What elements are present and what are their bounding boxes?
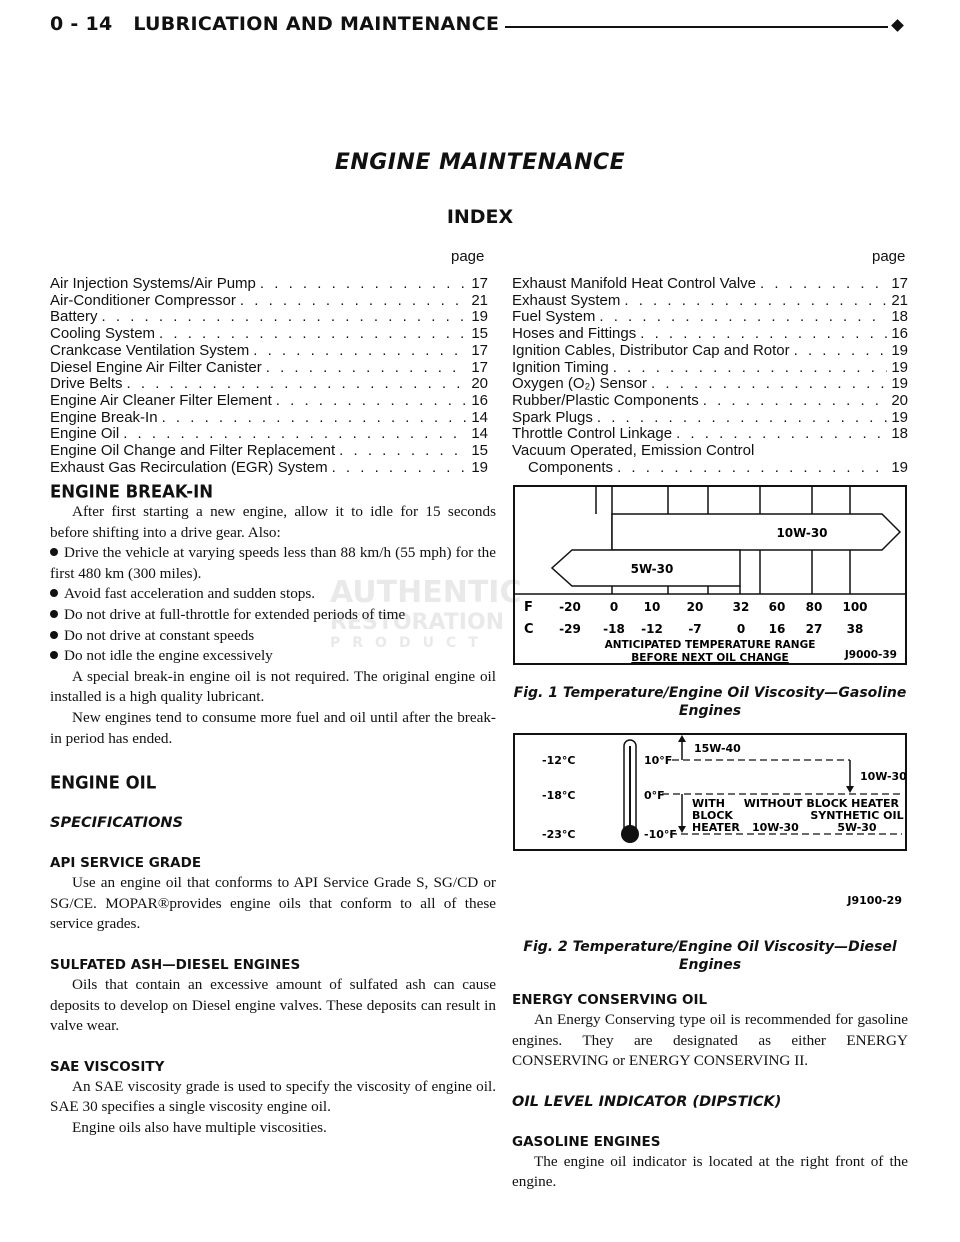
index-left-column xyxy=(50,276,488,476)
diamond-icon xyxy=(891,19,904,32)
figure-2-diesel-viscosity-chart xyxy=(512,732,908,922)
f-value: 60 xyxy=(768,600,786,614)
index-entry[interactable]: Ignition Timing . . . 19 xyxy=(512,360,908,377)
c-value: 27 xyxy=(805,622,823,636)
with-oil-label: 10W-30 xyxy=(752,821,799,834)
paragraph: An Energy Conserving type oil is recommended for gasoline engines. They are designated as either ENERGY CONSERVING or ENERGY CONSERVING II. xyxy=(512,1011,908,1070)
c-value: 16 xyxy=(768,622,786,636)
index-entry[interactable]: Oxygen (O₂) Sensor . . . 19 xyxy=(512,376,908,393)
c-values xyxy=(559,622,863,636)
index-entry[interactable]: Exhaust System . . . 21 xyxy=(512,293,908,310)
figure-2-diagram xyxy=(512,732,908,922)
index-entry[interactable]: Vacuum Operated, Emission Control xyxy=(512,443,755,460)
band-10w30 xyxy=(612,514,900,550)
f-value: 0 xyxy=(609,600,619,614)
bullet-icon xyxy=(50,631,58,639)
bullet-icon xyxy=(50,610,58,618)
index-entry[interactable]: Crankcase Ventilation System . . . 17 xyxy=(50,343,488,360)
page-column-label-right: page xyxy=(872,248,906,265)
index-entry[interactable]: Exhaust Manifold Heat Control Valve . . . 17 xyxy=(512,276,908,293)
paragraph: Engine oils also have multiple viscosities. xyxy=(72,1118,327,1136)
index-entry[interactable]: Cooling System . . . 15 xyxy=(50,326,488,343)
index-entry[interactable]: Air-Conditioner Compressor . . . 21 xyxy=(50,293,488,310)
f-value: 100 xyxy=(842,600,868,614)
paragraph: An SAE viscosity grade is used to specify the viscosity of engine oil. SAE 30 specifies a single viscosity engine oil. xyxy=(50,1077,496,1116)
subsection-heading-dipstick: OIL LEVEL INDICATOR (DIPSTICK) xyxy=(512,1093,782,1110)
f-values xyxy=(559,600,867,614)
c-value: 0 xyxy=(736,622,746,636)
bullet-icon xyxy=(50,589,58,597)
range-label-line1: ANTICIPATED TEMPERATURE RANGE xyxy=(604,639,816,651)
index-entry[interactable]: Drive Belts . . . 20 xyxy=(50,376,488,393)
header-text: 0 - 14 LUBRICATION AND MAINTENANCE xyxy=(50,13,505,35)
index-entry[interactable]: Diesel Engine Air Filter Canister . . . 17 xyxy=(50,360,488,377)
with-label-line2: BLOCK xyxy=(692,809,733,822)
arrow-up-icon xyxy=(678,735,686,742)
index-entry[interactable]: Air Injection Systems/Air Pump . . . 17 xyxy=(50,276,488,293)
f-value: 10 xyxy=(643,600,661,614)
f-label: 10°F xyxy=(644,754,673,767)
watermark-logo: AUTHENTIC RESTORATION PRODUCT xyxy=(330,575,522,651)
c-label: -23°C xyxy=(542,828,576,841)
figure-2-caption: Fig. 2 Temperature/Engine Oil Viscosity—Diesel Engines xyxy=(523,939,897,973)
c-value: -29 xyxy=(559,622,581,636)
f-label: -10°F xyxy=(644,828,677,841)
section-heading-engine-oil: ENGINE OIL xyxy=(50,772,157,794)
f-value: 20 xyxy=(686,600,704,614)
section-heading-break-in: ENGINE BREAK-IN xyxy=(50,481,214,502)
c-value: 38 xyxy=(846,622,864,636)
index-right-column xyxy=(512,276,908,476)
index-entry[interactable]: Exhaust Gas Recirculation (EGR) System . . . 19 xyxy=(50,460,488,477)
row-f-label: F xyxy=(524,600,533,615)
paragraph: The engine oil indicator is located at the right front of the engine. xyxy=(512,1152,908,1191)
with-label-line1: WITH xyxy=(692,797,725,810)
index-title: INDEX xyxy=(446,206,514,228)
paragraph: A special break-in engine oil is not required. The original engine oil installed is a high quality lubricant. xyxy=(50,667,496,706)
thermometer-bulb-icon xyxy=(621,825,639,843)
figure-1-caption: Fig. 1 Temperature/Engine Oil Viscosity—Gasoline Engines xyxy=(513,685,907,719)
without-label-line2: SYNTHETIC OIL xyxy=(810,809,904,822)
c-label: -18°C xyxy=(542,789,576,802)
range-label-line2: BEFORE NEXT OIL CHANGE xyxy=(631,652,789,664)
bullet-item: Do not drive at constant speeds xyxy=(50,626,496,647)
figure-1-diagram xyxy=(512,484,908,669)
label-5w30: 5W-30 xyxy=(630,562,674,576)
paragraph: After first starting a new engine, allow it to idle for 15 seconds before shifting into a drive gear. Also: xyxy=(50,503,496,541)
bullet-icon xyxy=(50,548,58,556)
f-value: 32 xyxy=(732,600,750,614)
subsection-heading-specifications: SPECIFICATIONS xyxy=(50,815,183,832)
heading-gasoline-engines: GASOLINE ENGINES xyxy=(512,1133,661,1150)
without-label-line1: WITHOUT BLOCK HEATER xyxy=(743,797,899,810)
index-entry[interactable]: Components . . . 19 xyxy=(512,460,908,477)
bullet-icon xyxy=(50,651,58,659)
index-entry[interactable]: Rubber/Plastic Components . . . 20 xyxy=(512,393,908,410)
index-entry[interactable]: Throttle Control Linkage . . . 18 xyxy=(512,426,908,443)
bullet-item: Do not idle the engine excessively xyxy=(50,646,496,667)
heading-energy-conserving-oil: ENERGY CONSERVING OIL xyxy=(512,992,708,1008)
row-c-label: C xyxy=(524,622,534,637)
c-value: -12 xyxy=(641,622,663,636)
figure-1-gasoline-viscosity-chart xyxy=(512,484,908,669)
index-entry[interactable]: Engine Air Cleaner Filter Element . . . 16 xyxy=(50,393,488,410)
index-entry[interactable]: Engine Break-In . . . 14 xyxy=(50,410,488,427)
label-10w30: 10W-30 xyxy=(776,526,828,540)
figure-1-code: J9000-39 xyxy=(844,649,897,661)
label-10w30: 10W-30 xyxy=(860,770,907,783)
index-entry[interactable]: Engine Oil Change and Filter Replacement . . . 15 xyxy=(50,443,488,460)
page-title: ENGINE MAINTENANCE xyxy=(334,150,626,175)
heading-sulfated-ash: SULFATED ASH—DIESEL ENGINES xyxy=(50,956,301,973)
page-column-label-left: page xyxy=(451,248,485,265)
index-entry[interactable]: Ignition Cables, Distributor Cap and Rotor . . . 19 xyxy=(512,343,908,360)
index-entry[interactable]: Spark Plugs . . . 19 xyxy=(512,410,908,427)
index-entry[interactable]: Hoses and Fittings . . . 16 xyxy=(512,326,908,343)
without-oil-label: 5W-30 xyxy=(837,821,877,834)
paragraph: Oils that contain an excessive amount of sulfated ash can cause deposits to develop on Diesel engine valves. These deposits can result in valve wear. xyxy=(50,975,496,1035)
c-value: -18 xyxy=(603,622,625,636)
arrow-down-icon xyxy=(846,786,854,793)
index-entry[interactable]: Engine Oil . . . 14 xyxy=(50,426,488,443)
page-header xyxy=(50,13,910,43)
right-body-column xyxy=(512,990,908,1193)
c-value: -7 xyxy=(688,622,702,636)
heading-api-service-grade: API SERVICE GRADE xyxy=(50,855,202,872)
label-15w40: 15W-40 xyxy=(694,742,741,755)
bullet-item: Do not drive at full-throttle for extended periods of time xyxy=(50,605,496,626)
bullet-item: Avoid fast acceleration and sudden stops. xyxy=(50,584,496,605)
f-label: 0°F xyxy=(644,789,665,802)
index-entry[interactable]: Battery . . . 19 xyxy=(50,309,488,326)
arrow-down-icon xyxy=(678,826,686,833)
c-label: -12°C xyxy=(542,754,576,767)
f-value: 80 xyxy=(805,600,823,614)
with-label-line3: HEATER xyxy=(692,821,740,834)
f-value: -20 xyxy=(559,600,581,614)
paragraph: Use an engine oil that conforms to API Service Grade S, SG/CD or SG/CE. MOPAR®provides engine oils that conform to all of these service grades. xyxy=(50,874,496,933)
bullet-item: Drive the vehicle at varying speeds less than 88 km/h (55 mph) for the first 480 km (300 miles). xyxy=(50,544,496,582)
index-entry[interactable]: Fuel System . . . 18 xyxy=(512,309,908,326)
paragraph: New engines tend to consume more fuel and oil until after the break-in period has ended. xyxy=(50,708,496,747)
figure-2-code: J9100-29 xyxy=(847,894,902,907)
heading-sae-viscosity: SAE VISCOSITY xyxy=(50,1058,165,1075)
